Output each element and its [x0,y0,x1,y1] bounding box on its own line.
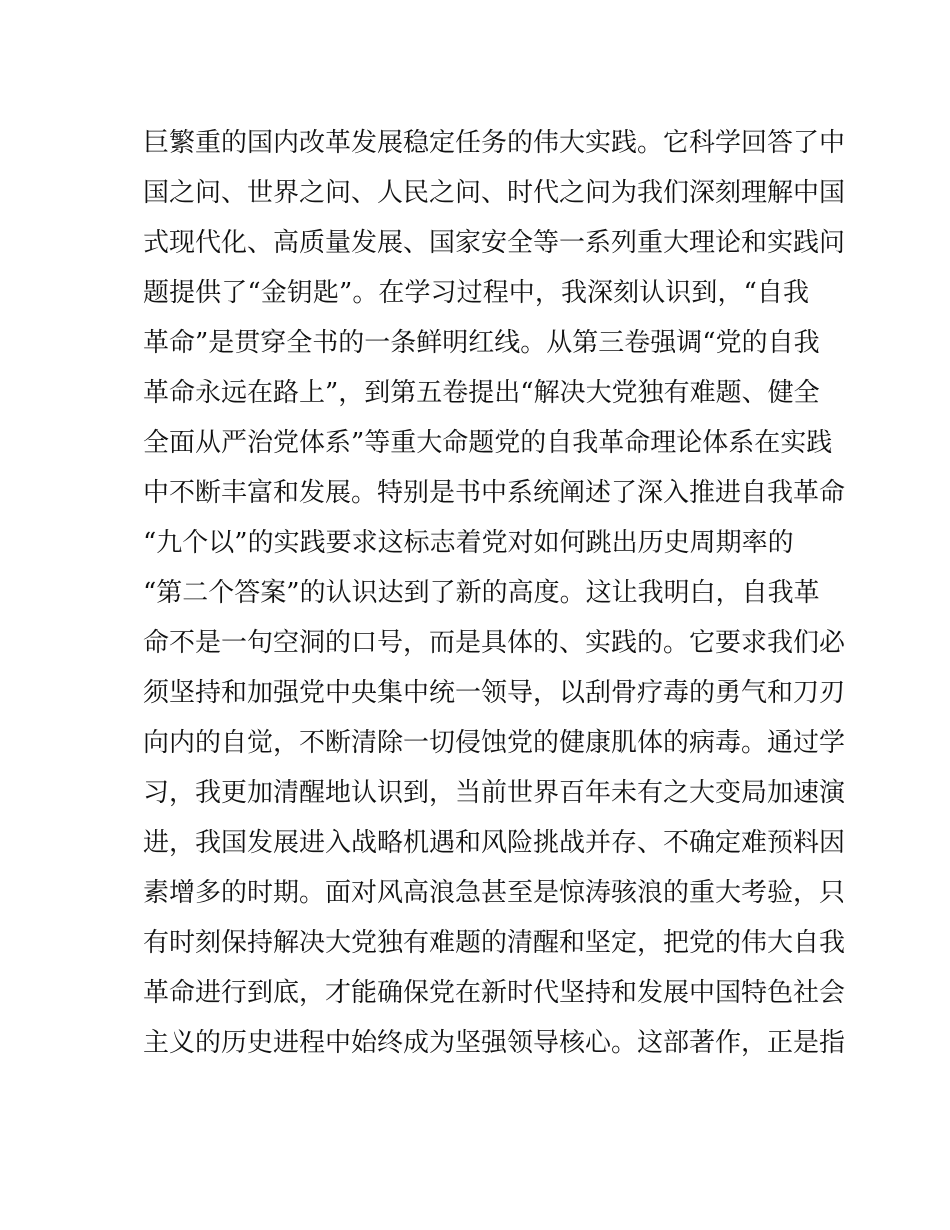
text-line: 习，我更加清醒地认识到，当前世界百年未有之大变局加速演 [143,778,846,808]
text-line: 主义的历史进程中始终成为坚强领导核心。这部著作，正是指 [143,1028,846,1058]
text-line: 中不断丰富和发展。特别是书中系统阐述了深入推进自我革命 [143,478,846,508]
text-line: 有时刻保持解决大党独有难题的清醒和坚定，把党的伟大自我 [143,928,846,958]
text-line: 素增多的时期。面对风高浪急甚至是惊涛骇浪的重大考验，只 [143,878,846,908]
text-line: 革命进行到底，才能确保党在新时代坚持和发展中国特色社会 [143,978,846,1008]
text-line: “九个以”的实践要求这标志着党对如何跳出历史周期率的 [143,528,794,558]
text-line: 巨繁重的国内改革发展稳定任务的伟大实践。它科学回答了中 [143,128,846,158]
text-line: 革命”是贯穿全书的一条鲜明红线。从第三卷强调“党的自我 [143,328,820,358]
text-line: 全面从严治党体系”等重大命题党的自我革命理论体系在实践 [143,428,833,458]
text-line: 进，我国发展进入战略机遇和风险挑战并存、不确定难预料因 [143,828,846,858]
text-line: 命不是一句空洞的口号，而是具体的、实践的。它要求我们必 [143,628,846,658]
text-line: 式现代化、高质量发展、国家安全等一系列重大理论和实践问 [143,228,846,258]
text-line: 向内的自觉，不断清除一切侵蚀党的健康肌体的病毒。通过学 [143,728,846,758]
text-line: “第二个答案”的认识达到了新的高度。这让我明白，自我革 [143,578,820,608]
text-line: 国之问、世界之问、人民之问、时代之问为我们深刻理解中国 [143,178,846,208]
text-line: 革命永远在路上”，到第五卷提出“解决大党独有难题、健全 [143,378,820,408]
text-line: 题提供了“金钥匙”。在学习过程中，我深刻认识到，“自我 [143,278,809,308]
text-line: 须坚持和加强党中央集中统一领导，以刮骨疗毒的勇气和刀刃 [143,678,846,708]
